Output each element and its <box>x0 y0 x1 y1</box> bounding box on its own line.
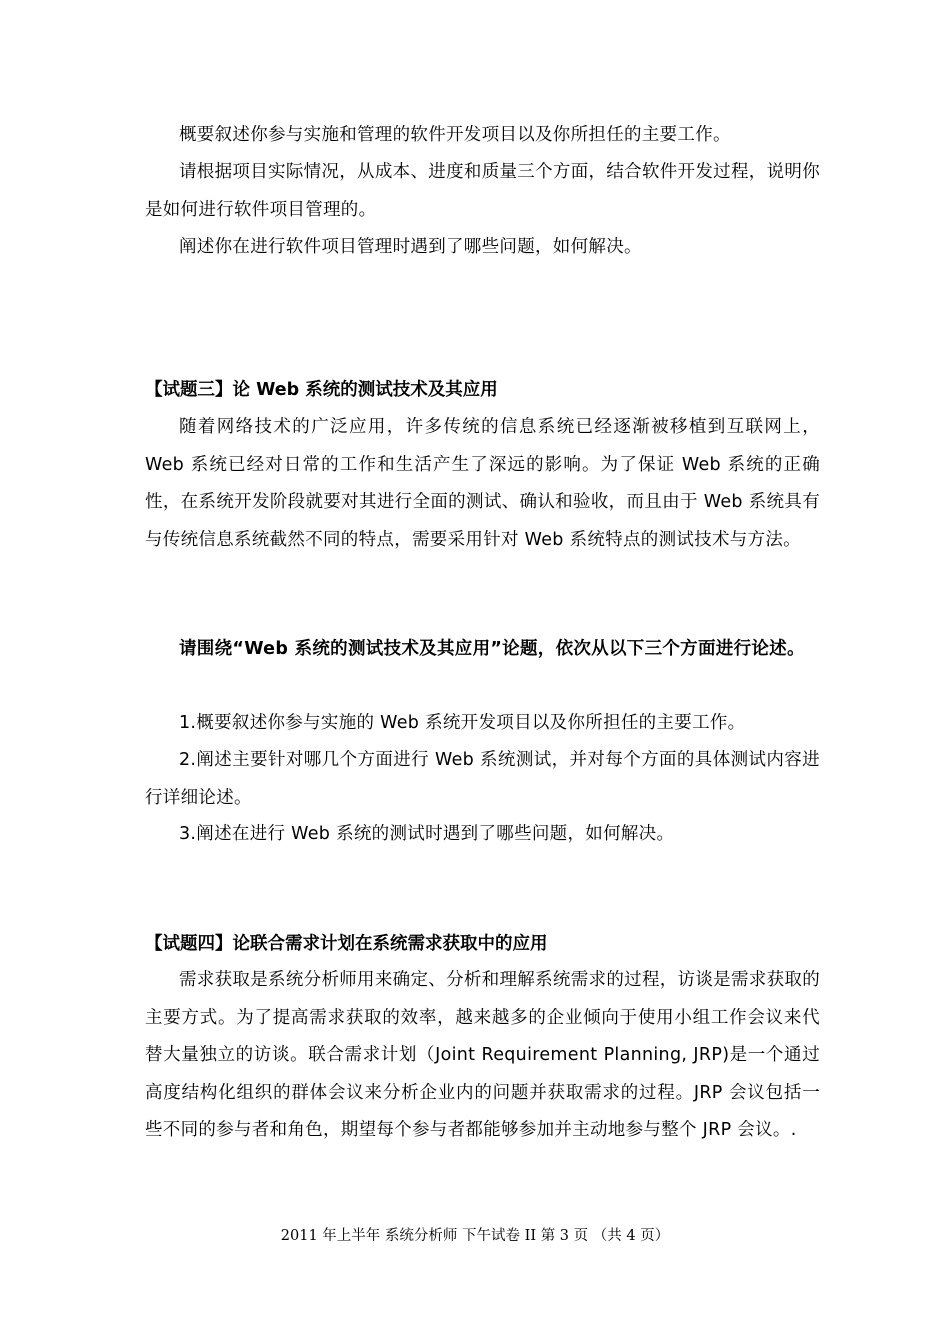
page-footer: 2011 年上半年 系统分析师 下午试卷 II 第 3 页 （共 4 页） <box>280 1228 670 1244</box>
section3-title: 【试题三】论 Web 系统的测试技术及其应用 <box>145 380 498 400</box>
section3-instruction: 请围绕“Web 系统的测试技术及其应用”论题，依次从以下三个方面进行论述。 <box>179 639 805 659</box>
section4-title: 【试题四】论联合需求计划在系统需求获取中的应用 <box>145 934 548 954</box>
section3-item-3: 3.阐述在进行 Web 系统的测试时遇到了哪些问题，如何解决。 <box>179 824 675 844</box>
section4-intro: 需求获取是系统分析师用来确定、分析和理解系统需求的过程，访谈是需求获取的主要方式。为了提高需求获取的效率，越来越多的企业倾向于使用小组工作会议来代替大量独立的访谈。联合需求计划（Joint Requirement Planning, JRP)是一个通过高度结构化组织的群体会议来分析企业内的问题并获取需求的过程。JRP 会议包括一些不同的参与者和角色，期望每个参与者都能够参加并主动地参与整个 JRP 会议。. <box>145 970 820 1140</box>
section3-intro: 随着网络技术的广泛应用，许多传统的信息系统已经逐渐被移植到互联网上，Web 系统已经对日常的工作和生活产生了深远的影响。为了保证 Web 系统的正确性，在系统开发阶段就要对其进行全面的测试、确认和验收，而且由于 Web 系统具有与传统信息系统截然不同的特点，需要采用针对 Web 系统特点的测试技术与方法。 <box>145 417 820 550</box>
section3-item-2: 2.阐述主要针对哪几个方面进行 Web 系统测试，并对每个方面的具体测试内容进行详细论述。 <box>145 750 820 808</box>
section2-item-2: 请根据项目实际情况，从成本、进度和质量三个方面，结合软件开发过程，说明你是如何进行软件项目管理的。 <box>145 162 820 220</box>
section2-item-3: 阐述你在进行软件项目管理时遇到了哪些问题，如何解决。 <box>179 237 642 257</box>
section2-item-1: 概要叙述你参与实施和管理的软件开发项目以及你所担任的主要工作。 <box>179 125 731 145</box>
section3-item-1: 1.概要叙述你参与实施的 Web 系统开发项目以及你所担任的主要工作。 <box>179 713 746 733</box>
